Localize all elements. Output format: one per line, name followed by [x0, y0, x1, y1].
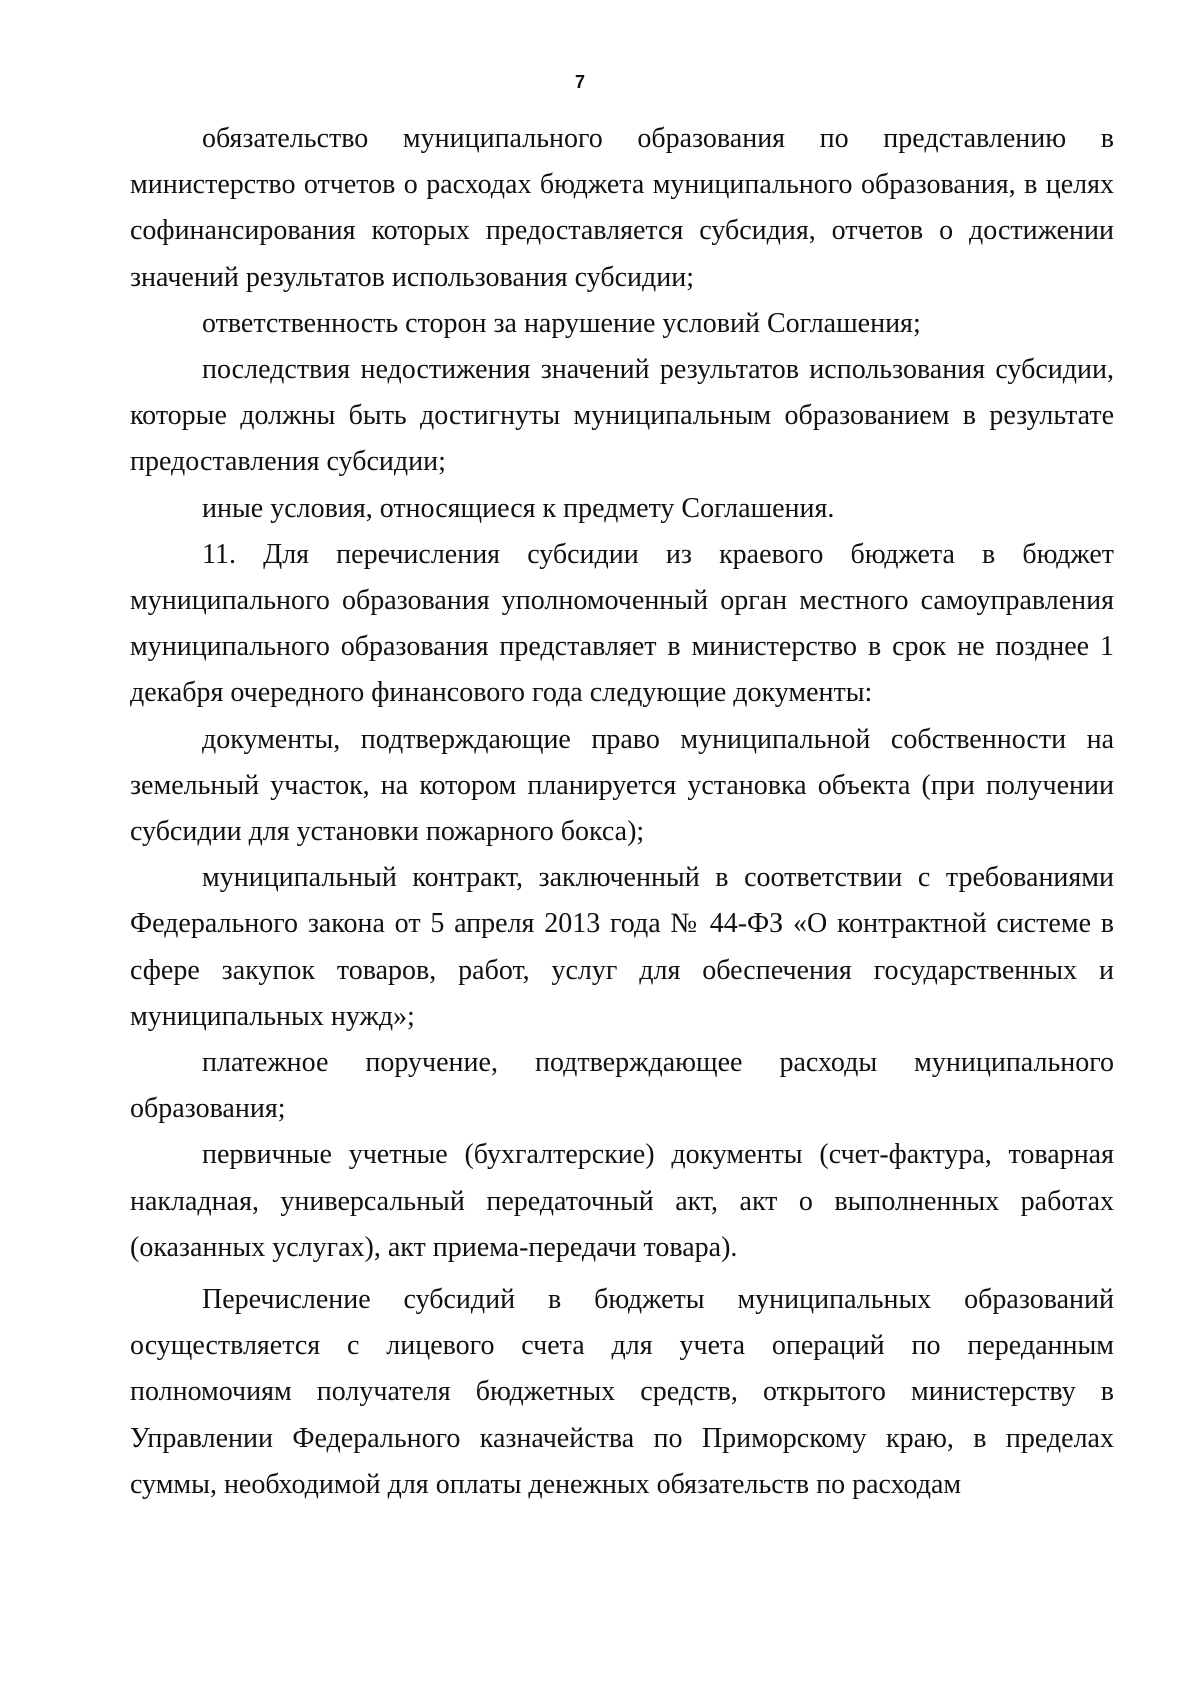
paragraph-other-conditions: иные условия, относящиеся к предмету Соглашения. [202, 492, 835, 524]
paragraph-subsidy-transfer: Перечисление субсидий в бюджеты муниципальных образований осуществляется с лицевого счета для учета операций по переданным полномочиям получателя бюджетных средств, открытого министерству в Управлении Федерального казначейства по Приморскому краю, в пределах суммы, необходимой для оплаты денежных обязательств по расходам [130, 1284, 1114, 1500]
paragraph-responsibility: ответственность сторон за нарушение условий Соглашения; [202, 307, 921, 339]
paragraph-primary-documents: первичные учетные (бухгалтерские) документы (счет-фактура, товарная накладная, универсальный передаточный акт, акт о выполненных работах (оказанных услугах), акт приема-передачи товара). [130, 1139, 1114, 1263]
paragraph-land-documents: документы, подтверждающие право муниципальной собственности на земельный участок, на котором планируется установка объекта (при получении субсидии для установки пожарного бокса); [130, 723, 1114, 848]
page-number: 7 [574, 72, 585, 92]
document-body [130, 116, 1114, 1508]
paragraph-municipal-contract: муниципальный контракт, заключенный в соответствии с требованиями Федерального закона от 5 апреля 2013 года № 44-ФЗ «О контрактной системе в сфере закупок товаров, работ, услуг для обеспечения государственных и муниципальных нужд»; [130, 862, 1114, 1032]
paragraph-item-11: 11. Для перечисления субсидии из краевого бюджета в бюджет муниципального образования уполномоченный орган местного самоуправления муниципального образования представляет в министерство в срок не позднее 1 декабря очередного финансового года следующие документы: [130, 538, 1114, 709]
paragraph-consequences: последствия недостижения значений результатов использования субсидии, которые должны быть достигнуты муниципальным образованием в результате предоставления субсидии; [130, 354, 1114, 478]
paragraph-payment-order: платежное поручение, подтверждающее расходы муниципального образования; [130, 1047, 1114, 1125]
paragraph-obligation-reports: обязательство муниципального образования по представлению в министерство отчетов о расходах бюджета муниципального образования, в целях софинансирования которых предоставляется субсидия, отчетов о достижении значений результатов использования субсидии; [130, 123, 1114, 293]
